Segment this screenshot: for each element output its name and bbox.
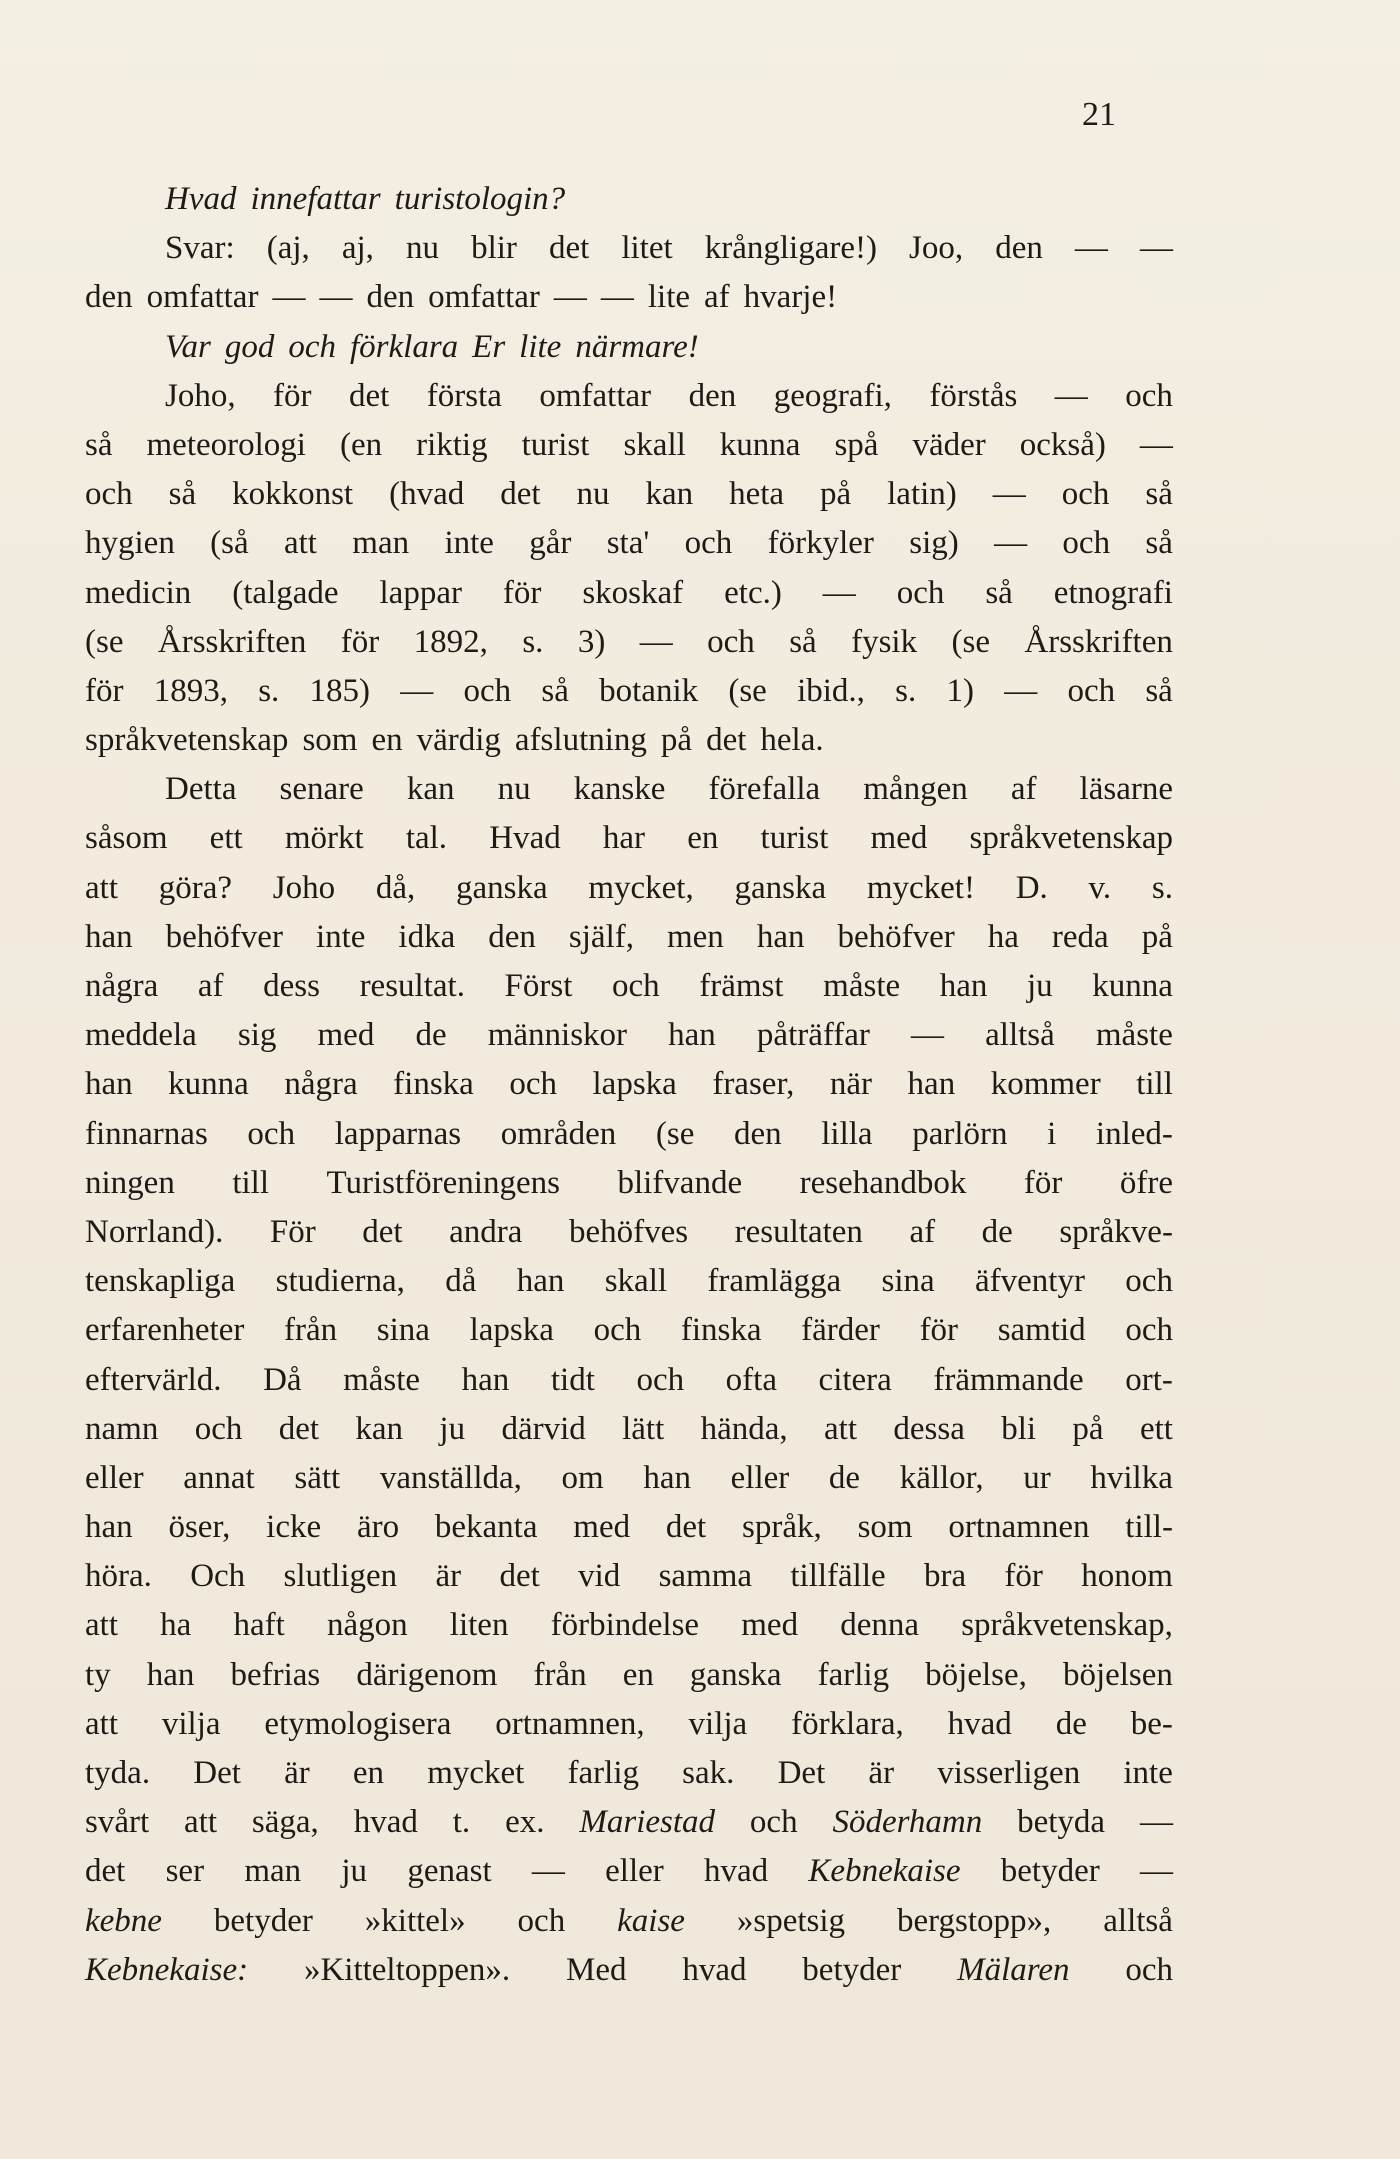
text-line: att ha haft någon liten förbindelse med denna språkvetenskap, — [85, 1607, 1173, 1644]
text-line: så meteorologi (en riktig turist skall kunna spå väder också) — — [85, 426, 1173, 463]
text-line: finnarnas och lapparnas områden (se den lilla parlörn i inled- — [85, 1115, 1173, 1152]
text-line: Svar: (aj, aj, nu blir det litet krångligare!) Joo, den — — — [165, 230, 1173, 267]
text-line: (se Årsskriften för 1892, s. 3) — och så fysik (se Årsskriften — [85, 623, 1173, 660]
text-line: såsom ett mörkt tal. Hvad har en turist med språkvetenskap — [85, 820, 1173, 857]
text-line: att vilja etymologisera ortnamnen, vilja förklara, hvad de be- — [85, 1705, 1173, 1742]
text-line: den omfattar — — den omfattar — — lite af hvarje! — [85, 279, 838, 316]
text-line: Hvad innefattar turistologin? — [165, 181, 566, 217]
text-line: för 1893, s. 185) — och så botanik (se ibid., s. 1) — och så — [85, 672, 1173, 709]
text-line: ty han befrias därigenom från en ganska farlig böjelse, böjelsen — [85, 1656, 1173, 1693]
text-line: svårt att säga, hvad t. ex. Mariestad och Söderhamn betyda — — [85, 1804, 1173, 1841]
text-line: han öser, icke äro bekanta med det språk, som ortnamnen till- — [85, 1509, 1173, 1546]
text-line: kebne betyder »kittel» och kaise »spetsig bergstopp», alltså — [85, 1902, 1173, 1939]
text-line: Norrland). För det andra behöfves resultaten af de språkve- — [85, 1213, 1173, 1250]
text-line: han behöfver inte idka den själf, men han behöfver ha reda på — [85, 918, 1173, 955]
text-line: språkvetenskap som en värdig afslutning på det hela. — [85, 722, 824, 759]
text-line: medicin (talgade lappar för skoskaf etc.) — och så etnografi — [85, 574, 1173, 611]
text-line: eller annat sätt vanställda, om han eller de källor, ur hvilka — [85, 1459, 1173, 1496]
text-line: Joho, för det första omfattar den geografi, förstås — och — [165, 377, 1173, 414]
text-line: Detta senare kan nu kanske förefalla mången af läsarne — [165, 771, 1173, 808]
body-text — [85, 175, 1173, 1995]
text-line: tyda. Det är en mycket farlig sak. Det är visserligen inte — [85, 1755, 1173, 1791]
text-line: han kunna några finska och lapska fraser, när han kommer till — [85, 1066, 1173, 1103]
text-line: det ser man ju genast — eller hvad Kebnekaise betyder — — [85, 1853, 1173, 1890]
text-line: och så kokkonst (hvad det nu kan heta på latin) — och så — [85, 476, 1173, 513]
text-line: tenskapliga studierna, då han skall framlägga sina äfventyr och — [85, 1263, 1173, 1300]
text-line: Var god och förklara Er lite närmare! — [165, 328, 699, 365]
text-line: ningen till Turistföreningens blifvande resehandbok för öfre — [85, 1164, 1173, 1201]
text-line: meddela sig med de människor han påträffar — alltså måste — [85, 1017, 1173, 1054]
text-line: eftervärld. Då måste han tidt och ofta citera främmande ort- — [85, 1361, 1173, 1398]
text-line: namn och det kan ju därvid lätt hända, att dessa bli på ett — [85, 1410, 1173, 1447]
text-line: erfarenheter från sina lapska och finska färder för samtid och — [85, 1312, 1173, 1349]
text-line: höra. Och slutligen är det vid samma tillfälle bra för honom — [85, 1558, 1173, 1595]
page-number: 21 — [1082, 96, 1116, 133]
text-line: att göra? Joho då, ganska mycket, ganska mycket! D. v. s. — [85, 869, 1173, 906]
text-line: Kebnekaise: »Kitteltoppen». Med hvad betyder Mälaren och — [85, 1951, 1173, 1988]
text-line: hygien (så att man inte går sta' och förkyler sig) — och så — [85, 525, 1173, 562]
text-line: några af dess resultat. Först och främst måste han ju kunna — [85, 968, 1173, 1004]
